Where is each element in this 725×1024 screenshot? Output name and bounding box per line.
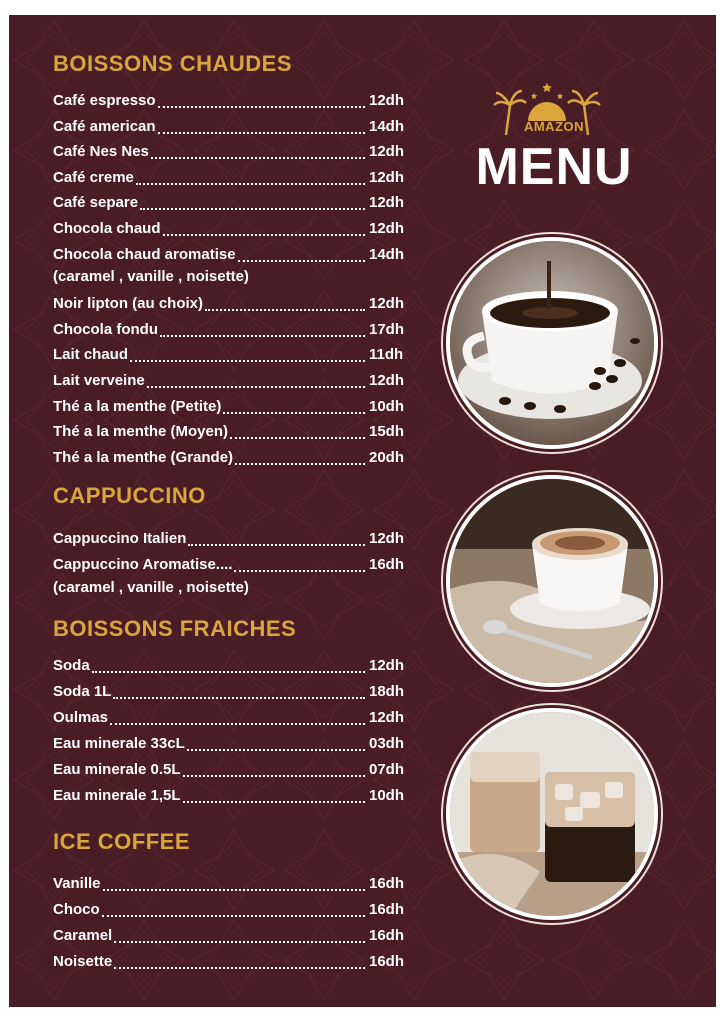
menu-item — [53, 759, 413, 781]
leader-dots — [158, 116, 365, 134]
section-title: CAPPUCCINO — [53, 483, 206, 508]
leader-dots — [103, 873, 365, 891]
menu-item — [53, 244, 413, 266]
menu-item-name: Eau minerale 0.5L — [53, 761, 181, 778]
leader-dots — [223, 396, 365, 414]
menu-item-price: 20dh — [369, 448, 405, 466]
menu-item-price: 14dh — [369, 117, 405, 135]
menu-item-price: 16dh — [369, 927, 405, 944]
leader-dots — [238, 244, 365, 262]
menu-item-name: Chocola chaud — [53, 220, 161, 237]
menu-item — [53, 167, 413, 189]
leader-dots — [158, 90, 365, 108]
leader-dots — [234, 554, 365, 572]
menu-item — [53, 116, 413, 138]
menu-item-name: Café creme — [53, 168, 134, 186]
menu-item-name: Cappuccino Italien — [53, 530, 187, 547]
menu-item — [53, 951, 413, 973]
menu-item-price: 16dh — [369, 953, 405, 970]
leader-dots — [188, 528, 365, 546]
menu-item-price: 12dh — [369, 295, 405, 313]
menu-item-note: (caramel , vanille , noisette) — [53, 268, 249, 286]
menu-item-name: Lait chaud — [53, 346, 129, 364]
menu-item-price: 12dh — [369, 657, 405, 674]
menu-item-name: Cappuccino Aromatise.... — [53, 556, 233, 573]
leader-dots — [183, 785, 365, 803]
section-title: ICE COFFEE — [53, 829, 191, 854]
leader-dots — [147, 370, 365, 388]
menu-item — [53, 370, 413, 392]
leader-dots — [110, 707, 365, 725]
cappuccino-cup-image — [446, 475, 658, 687]
menu-item-price: 17dh — [369, 320, 405, 338]
menu-item-price: 07dh — [369, 761, 405, 778]
menu-item-price: 18dh — [369, 683, 405, 700]
leader-dots — [235, 447, 365, 465]
menu-item — [53, 681, 413, 703]
menu-item — [53, 344, 413, 366]
menu-item-price: 15dh — [369, 423, 405, 441]
menu-item — [53, 873, 413, 895]
menu-item-price: 12dh — [369, 92, 405, 109]
menu-item — [53, 733, 413, 755]
menu-item-price: 03dh — [369, 735, 405, 752]
menu-item-name: Café separe — [53, 194, 139, 212]
menu-item-price: 14dh — [369, 245, 405, 263]
leader-dots — [136, 167, 365, 185]
menu-item-name: Thé a la menthe (Petite) — [53, 397, 222, 415]
leader-dots — [114, 951, 365, 969]
menu-item-name: Eau minerale 1,5L — [53, 787, 181, 804]
leader-dots — [205, 293, 365, 311]
leader-dots — [113, 681, 365, 699]
menu-item-name: Chocola chaud aromatise — [53, 245, 236, 263]
menu-item — [53, 90, 413, 112]
menu-item-price: 16dh — [369, 556, 405, 573]
menu-item — [53, 319, 413, 341]
menu-item — [53, 655, 413, 677]
menu-item-name: Café american — [53, 117, 156, 135]
menu-title: MENU — [475, 138, 633, 196]
menu-item — [53, 447, 413, 469]
menu-item — [53, 528, 413, 550]
brand-name: AMAZON — [523, 119, 585, 134]
menu-item — [53, 218, 413, 240]
menu-item-name: Choco — [53, 901, 100, 918]
leader-dots — [130, 344, 365, 362]
menu-item — [53, 554, 413, 576]
menu-item-price: 10dh — [369, 787, 405, 804]
menu-item — [53, 785, 413, 807]
palm-sun-logo-icon — [492, 75, 602, 145]
menu-item-name: Oulmas — [53, 709, 109, 726]
menu-item — [53, 192, 413, 214]
menu-item-price: 12dh — [369, 194, 405, 212]
menu-item-price: 16dh — [369, 901, 405, 918]
menu-item-name: Thé a la menthe (Moyen) — [53, 423, 229, 441]
menu-item — [53, 141, 413, 163]
leader-dots — [160, 319, 365, 337]
menu-item-name: Noisette — [53, 953, 113, 970]
menu-item — [53, 707, 413, 729]
menu-item — [53, 421, 413, 443]
menu-item-price: 16dh — [369, 875, 405, 892]
leader-dots — [140, 192, 365, 210]
brand-header — [464, 75, 644, 205]
menu-item-note: (caramel , vanille , noisette) — [53, 579, 249, 596]
leader-dots — [183, 759, 365, 777]
menu-item-name: Lait verveine — [53, 372, 145, 389]
menu-item-price: 10dh — [369, 397, 405, 415]
menu-item — [53, 293, 413, 315]
leader-dots — [92, 655, 365, 673]
menu-item-name: Soda — [53, 657, 90, 674]
menu-item-name: Caramel — [53, 927, 113, 944]
leader-dots — [163, 218, 365, 236]
leader-dots — [114, 925, 365, 943]
leader-dots — [151, 141, 365, 159]
section-title: BOISSONS FRAICHES — [53, 616, 297, 641]
menu-item-name: Thé a la menthe (Grande) — [53, 448, 234, 466]
menu-item-price: 12dh — [369, 530, 405, 547]
menu-item-name: Vanille — [53, 875, 101, 892]
leader-dots — [102, 899, 365, 917]
menu-item — [53, 925, 413, 947]
menu-item — [53, 396, 413, 418]
espresso-cup-image — [446, 237, 658, 449]
leader-dots — [187, 733, 365, 751]
menu-item-name: Chocola fondu — [53, 320, 158, 338]
menu-item-price: 11dh — [369, 346, 404, 364]
section-title: BOISSONS CHAUDES — [53, 51, 293, 76]
menu-item-price: 12dh — [369, 709, 405, 726]
menu-item — [53, 899, 413, 921]
menu-item-price: 12dh — [369, 372, 405, 389]
menu-item-name: Soda 1L — [53, 683, 112, 700]
menu-item-name: Café espresso — [53, 92, 156, 109]
leader-dots — [230, 421, 365, 439]
menu-item-name: Eau minerale 33cL — [53, 735, 185, 752]
menu-item-name: Noir lipton (au choix) — [53, 295, 203, 313]
iced-coffee-glasses-image — [446, 708, 658, 920]
menu-item-price: 12dh — [369, 220, 405, 237]
menu-item-price: 12dh — [369, 168, 405, 186]
menu-item-name: Café Nes Nes — [53, 143, 149, 161]
menu-page — [9, 15, 716, 1007]
menu-item-price: 12dh — [369, 143, 405, 161]
